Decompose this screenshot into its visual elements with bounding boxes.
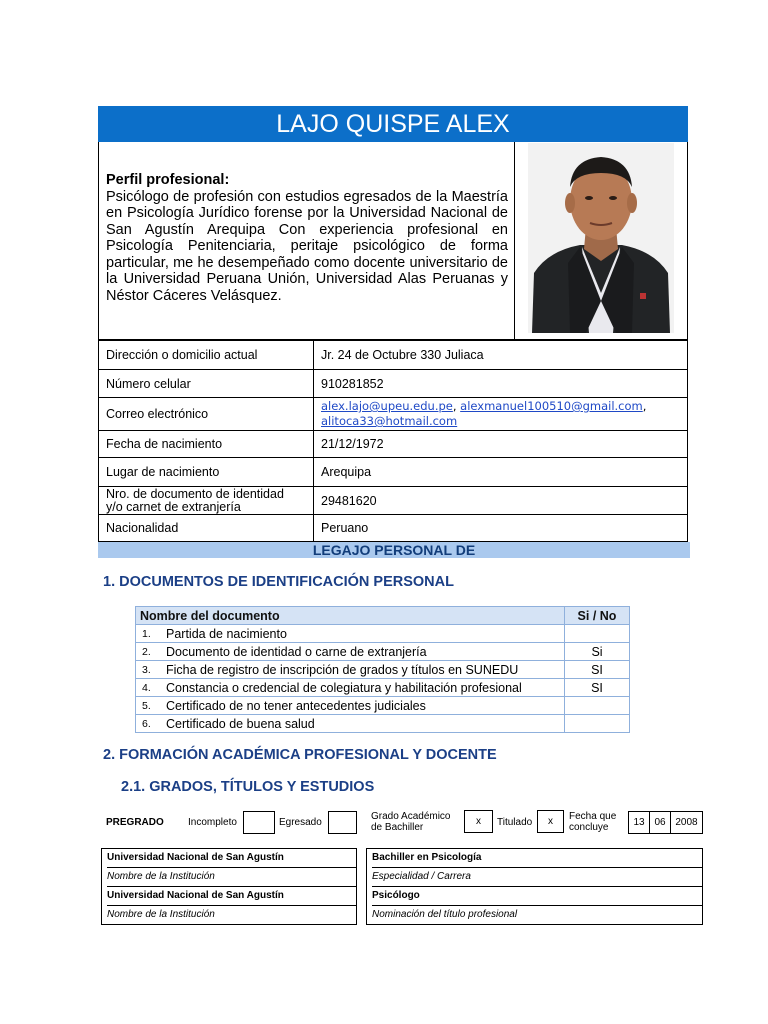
document-name: Constancia o credencial de colegiatura y habilitación profesional: [162, 679, 565, 697]
birthdate-value: 21/12/1972: [314, 431, 688, 458]
bachiller-checkbox[interactable]: x: [464, 810, 493, 833]
fecha-label-line2: concluye: [569, 822, 609, 833]
profile-photo: [528, 143, 674, 333]
nationality-label: Nacionalidad: [99, 515, 314, 542]
email-separator: ,: [452, 399, 461, 413]
date-day-field[interactable]: 13: [628, 811, 650, 834]
info-row-id: [99, 487, 688, 515]
phone-label: Número celular: [99, 370, 314, 398]
date-month-field[interactable]: 06: [649, 811, 671, 834]
documents-header-row: [136, 607, 630, 625]
id-label: [99, 487, 314, 515]
info-row-nationality: [99, 515, 688, 542]
fecha-label: [569, 811, 616, 833]
table-row: [136, 715, 630, 733]
info-row-birthplace: [99, 458, 688, 487]
address-label: Dirección o domicilio actual: [99, 341, 314, 370]
documents-col-sino: Si / No: [565, 607, 630, 625]
nationality-value: Peruano: [314, 515, 688, 542]
titulado-label: Titulado: [497, 817, 533, 828]
document-name: Documento de identidad o carne de extranjería: [162, 643, 565, 661]
email-link-upeu[interactable]: alex.lajo@upeu.edu.pe: [321, 399, 453, 413]
email-separator: ,: [642, 399, 647, 413]
email-link-hotmail[interactable]: alitoca33@hotmail.com: [321, 414, 458, 428]
document-name: Certificado de no tener antecedentes judiciales: [162, 697, 565, 715]
section-2-1-subtitle: 2.1. GRADOS, TÍTULOS Y ESTUDIOS: [121, 779, 375, 795]
institution-caption-1: Nombre de la Institución: [107, 868, 356, 887]
info-row-address: [99, 341, 688, 370]
row-number: 3.: [136, 661, 163, 679]
birthplace-value: Arequipa: [314, 458, 688, 487]
bachiller-label-line2: de Bachiller: [371, 822, 424, 833]
table-row: [136, 625, 630, 643]
info-row-birthdate: [99, 431, 688, 458]
row-number: 1.: [136, 625, 163, 643]
profile-divider: [514, 142, 515, 340]
institution-name-2: Universidad Nacional de San Agustín: [107, 887, 356, 906]
phone-value: 910281852: [314, 370, 688, 398]
document-status: [565, 715, 630, 733]
email-label: Correo electrónico: [99, 398, 314, 431]
id-label-line2: y/o carnet de extranjería: [106, 499, 241, 514]
legajo-banner: LEGAJO PERSONAL DE: [98, 542, 690, 558]
documents-table: [135, 606, 630, 733]
document-status: [565, 625, 630, 643]
degree-records: [366, 848, 703, 925]
pregrado-label: PREGRADO: [106, 817, 164, 828]
bachiller-label-line1: Grado Académico: [371, 811, 451, 822]
title-caption: Nominación del título profesional: [372, 909, 518, 920]
profile-paragraph: Psicólogo de profesión con estudios egresados de la Maestría en Psicología Jurídico forense por la Universidad Nacional de San Agustín Arequipa Con experiencia profesional en Psicología Penitenciaria, peritaje psicológico de forma particular, me he desempeñado como docente universitario de la Universidad Peruana Unión, Universidad Alas Peruanas y Néstor Cáceres Velásquez.: [106, 188, 508, 304]
info-row-email: [99, 398, 688, 431]
document-name: Certificado de buena salud: [162, 715, 565, 733]
document-name: Partida de nacimiento: [162, 625, 565, 643]
birthdate-label: Fecha de nacimiento: [99, 431, 314, 458]
bachiller-label: [371, 811, 451, 833]
incompleto-label: Incompleto: [188, 817, 237, 828]
titulado-checkbox[interactable]: x: [537, 810, 564, 833]
documents-col-name: Nombre del documento: [136, 607, 565, 625]
fecha-label-line1: Fecha que: [569, 811, 617, 822]
institution-name-1: Universidad Nacional de San Agustín: [107, 849, 356, 868]
document-status: SI: [565, 661, 630, 679]
egresado-label: Egresado: [279, 817, 322, 828]
table-row: [136, 679, 630, 697]
id-label-line1: Nro. de documento de identidad: [106, 486, 284, 501]
title-name: Psicólogo: [372, 887, 702, 906]
cv-name-title: LAJO QUISPE ALEX: [98, 106, 688, 142]
career-caption: Especialidad / Carrera: [372, 868, 702, 887]
table-row: [136, 697, 630, 715]
personal-info-table: [98, 340, 688, 542]
table-row: [136, 643, 630, 661]
info-row-phone: [99, 370, 688, 398]
row-number: 5.: [136, 697, 163, 715]
row-number: 6.: [136, 715, 163, 733]
profile-summary: [106, 172, 508, 304]
section-2-title: 2. FORMACIÓN ACADÉMICA PROFESIONAL Y DOCENTE: [103, 747, 497, 763]
document-status: SI: [565, 679, 630, 697]
document-name: Ficha de registro de inscripción de grados y títulos en SUNEDU: [162, 661, 565, 679]
date-year-field[interactable]: 2008: [670, 811, 703, 834]
address-value: Jr. 24 de Octubre 330 Juliaca: [314, 341, 688, 370]
egresado-checkbox[interactable]: [328, 811, 357, 834]
document-status: Si: [565, 643, 630, 661]
incompleto-checkbox[interactable]: [243, 811, 275, 834]
id-value: 29481620: [314, 487, 688, 515]
document-status: [565, 697, 630, 715]
birthplace-label: Lugar de nacimiento: [99, 458, 314, 487]
row-number: 2.: [136, 643, 163, 661]
email-link-gmail[interactable]: alexmanuel100510@gmail.com: [460, 399, 643, 413]
career-name: Bachiller en Psicología: [372, 849, 702, 868]
profile-heading: Perfil profesional:: [106, 172, 230, 188]
section-1-title: 1. DOCUMENTOS DE IDENTIFICACIÓN PERSONAL: [103, 574, 454, 590]
row-number: 4.: [136, 679, 163, 697]
institution-records: [101, 848, 357, 925]
portrait-image: [528, 143, 674, 333]
institution-caption-2: Nombre de la Institución: [107, 909, 215, 920]
table-row: [136, 661, 630, 679]
